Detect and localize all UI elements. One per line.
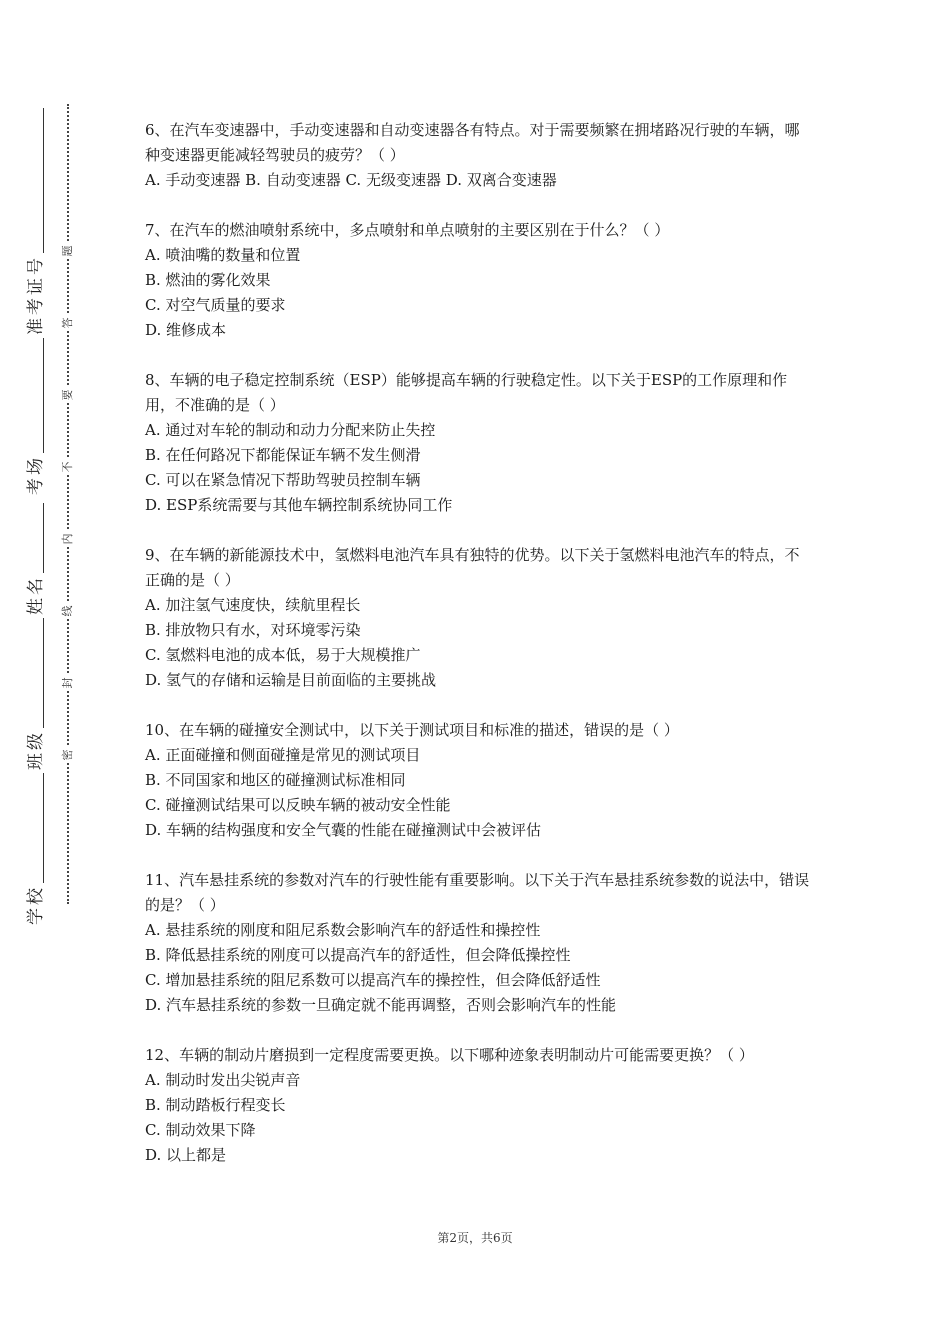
class-field	[26, 618, 46, 770]
option-c: C. 可以在紧急情况下帮助驾驶员控制车辆	[145, 471, 421, 489]
option-b: B. 排放物只有水，对环境零污染	[145, 621, 361, 639]
option-c: C. 对空气质量的要求	[145, 296, 286, 314]
option-d: D. ESP系统需要与其他车辆控制系统协同工作	[145, 496, 453, 514]
option-a: A. 喷油嘴的数量和位置	[145, 246, 301, 264]
option-c: C. 增加悬挂系统的阻尼系数可以提高汽车的操控性，但会降低舒适性	[145, 971, 601, 989]
question-options: A. 手动变速器 B. 自动变速器 C. 无级变速器 D. 双离合变速器	[145, 171, 557, 189]
seal-dotted-line	[67, 104, 69, 904]
seal-char: 线	[61, 603, 75, 619]
question-12	[145, 1043, 810, 1168]
question-6	[145, 118, 810, 193]
question-stem: 10、在车辆的碰撞安全测试中，以下关于测试项目和标准的描述，错误的是（ ）	[145, 721, 679, 739]
option-b: B. 燃油的雾化效果	[145, 271, 271, 289]
exam-room-line	[43, 338, 44, 453]
option-d: D. 氢气的存储和运输是目前面临的主要挑战	[145, 671, 437, 689]
question-10	[145, 718, 810, 843]
exam-id-label: 准考证号	[26, 255, 46, 335]
name-field	[26, 503, 46, 615]
seal-char: 封	[61, 675, 75, 691]
question-stem: 6、在汽车变速器中，手动变速器和自动变速器各有特点。对于需要频繁在拥堵路况行驶的车辆，哪种变速器更能减轻驾驶员的疲劳？（ ）	[145, 121, 800, 164]
option-c: C. 碰撞测试结果可以反映车辆的被动安全性能	[145, 796, 451, 814]
option-d: D. 车辆的结构强度和安全气囊的性能在碰撞测试中会被评估	[145, 821, 542, 839]
option-b: B. 在任何路况下都能保证车辆不发生侧滑	[145, 446, 421, 464]
question-stem: 9、在车辆的新能源技术中，氢燃料电池汽车具有独特的优势。以下关于氢燃料电池汽车的特点，不正确的是（ ）	[145, 546, 800, 589]
option-d: D. 维修成本	[145, 321, 227, 339]
question-8	[145, 368, 810, 518]
school-field	[26, 773, 46, 925]
seal-char: 要	[61, 387, 75, 403]
seal-char: 答	[61, 315, 75, 331]
exam-id-field	[26, 108, 46, 335]
seal-char: 密	[61, 747, 75, 763]
question-7	[145, 218, 810, 343]
option-a: A. 悬挂系统的刚度和阻尼系数会影响汽车的舒适性和操控性	[145, 921, 541, 939]
question-stem: 12、车辆的制动片磨损到一定程度需要更换。以下哪种迹象表明制动片可能需要更换？（ ）	[145, 1046, 754, 1064]
exam-id-line	[43, 108, 44, 253]
exam-room-field	[26, 338, 46, 495]
seal-char: 题	[61, 243, 75, 259]
option-a: A. 制动时发出尖锐声音	[145, 1071, 301, 1089]
question-11	[145, 868, 810, 1018]
question-list	[145, 118, 810, 1193]
seal-char: 内	[61, 531, 75, 547]
school-line	[43, 773, 44, 883]
option-c: C. 氢燃料电池的成本低，易于大规模推广	[145, 646, 421, 664]
option-b: B. 制动踏板行程变长	[145, 1096, 286, 1114]
question-stem: 11、汽车悬挂系统的参数对汽车的行驶性能有重要影响。以下关于汽车悬挂系统参数的说法中，错误的是？（ ）	[145, 871, 810, 914]
class-label: 班级	[26, 730, 46, 770]
option-a: A. 通过对车轮的制动和动力分配来防止失控	[145, 421, 436, 439]
option-d: D. 汽车悬挂系统的参数一旦确定就不能再调整，否则会影响汽车的性能	[145, 996, 617, 1014]
question-stem: 7、在汽车的燃油喷射系统中，多点喷射和单点喷射的主要区别在于什么？（ ）	[145, 221, 670, 239]
name-label: 姓名	[26, 575, 46, 615]
question-9	[145, 543, 810, 693]
option-a: A. 正面碰撞和侧面碰撞是常见的测试项目	[145, 746, 421, 764]
option-b: B. 降低悬挂系统的刚度可以提高汽车的舒适性，但会降低操控性	[145, 946, 571, 964]
school-label: 学校	[26, 885, 46, 925]
seal-char: 不	[61, 459, 75, 475]
option-b: B. 不同国家和地区的碰撞测试标准相同	[145, 771, 406, 789]
name-line	[43, 503, 44, 573]
class-line	[43, 618, 44, 728]
option-a: A. 加注氢气速度快，续航里程长	[145, 596, 361, 614]
option-c: C. 制动效果下降	[145, 1121, 256, 1139]
option-d: D. 以上都是	[145, 1146, 227, 1164]
question-stem: 8、车辆的电子稳定控制系统（ESP）能够提高车辆的行驶稳定性。以下关于ESP的工作原理和作用，不准确的是（ ）	[145, 371, 788, 414]
page-number: 第2页，共6页	[437, 1231, 513, 1245]
exam-room-label: 考场	[26, 455, 46, 495]
